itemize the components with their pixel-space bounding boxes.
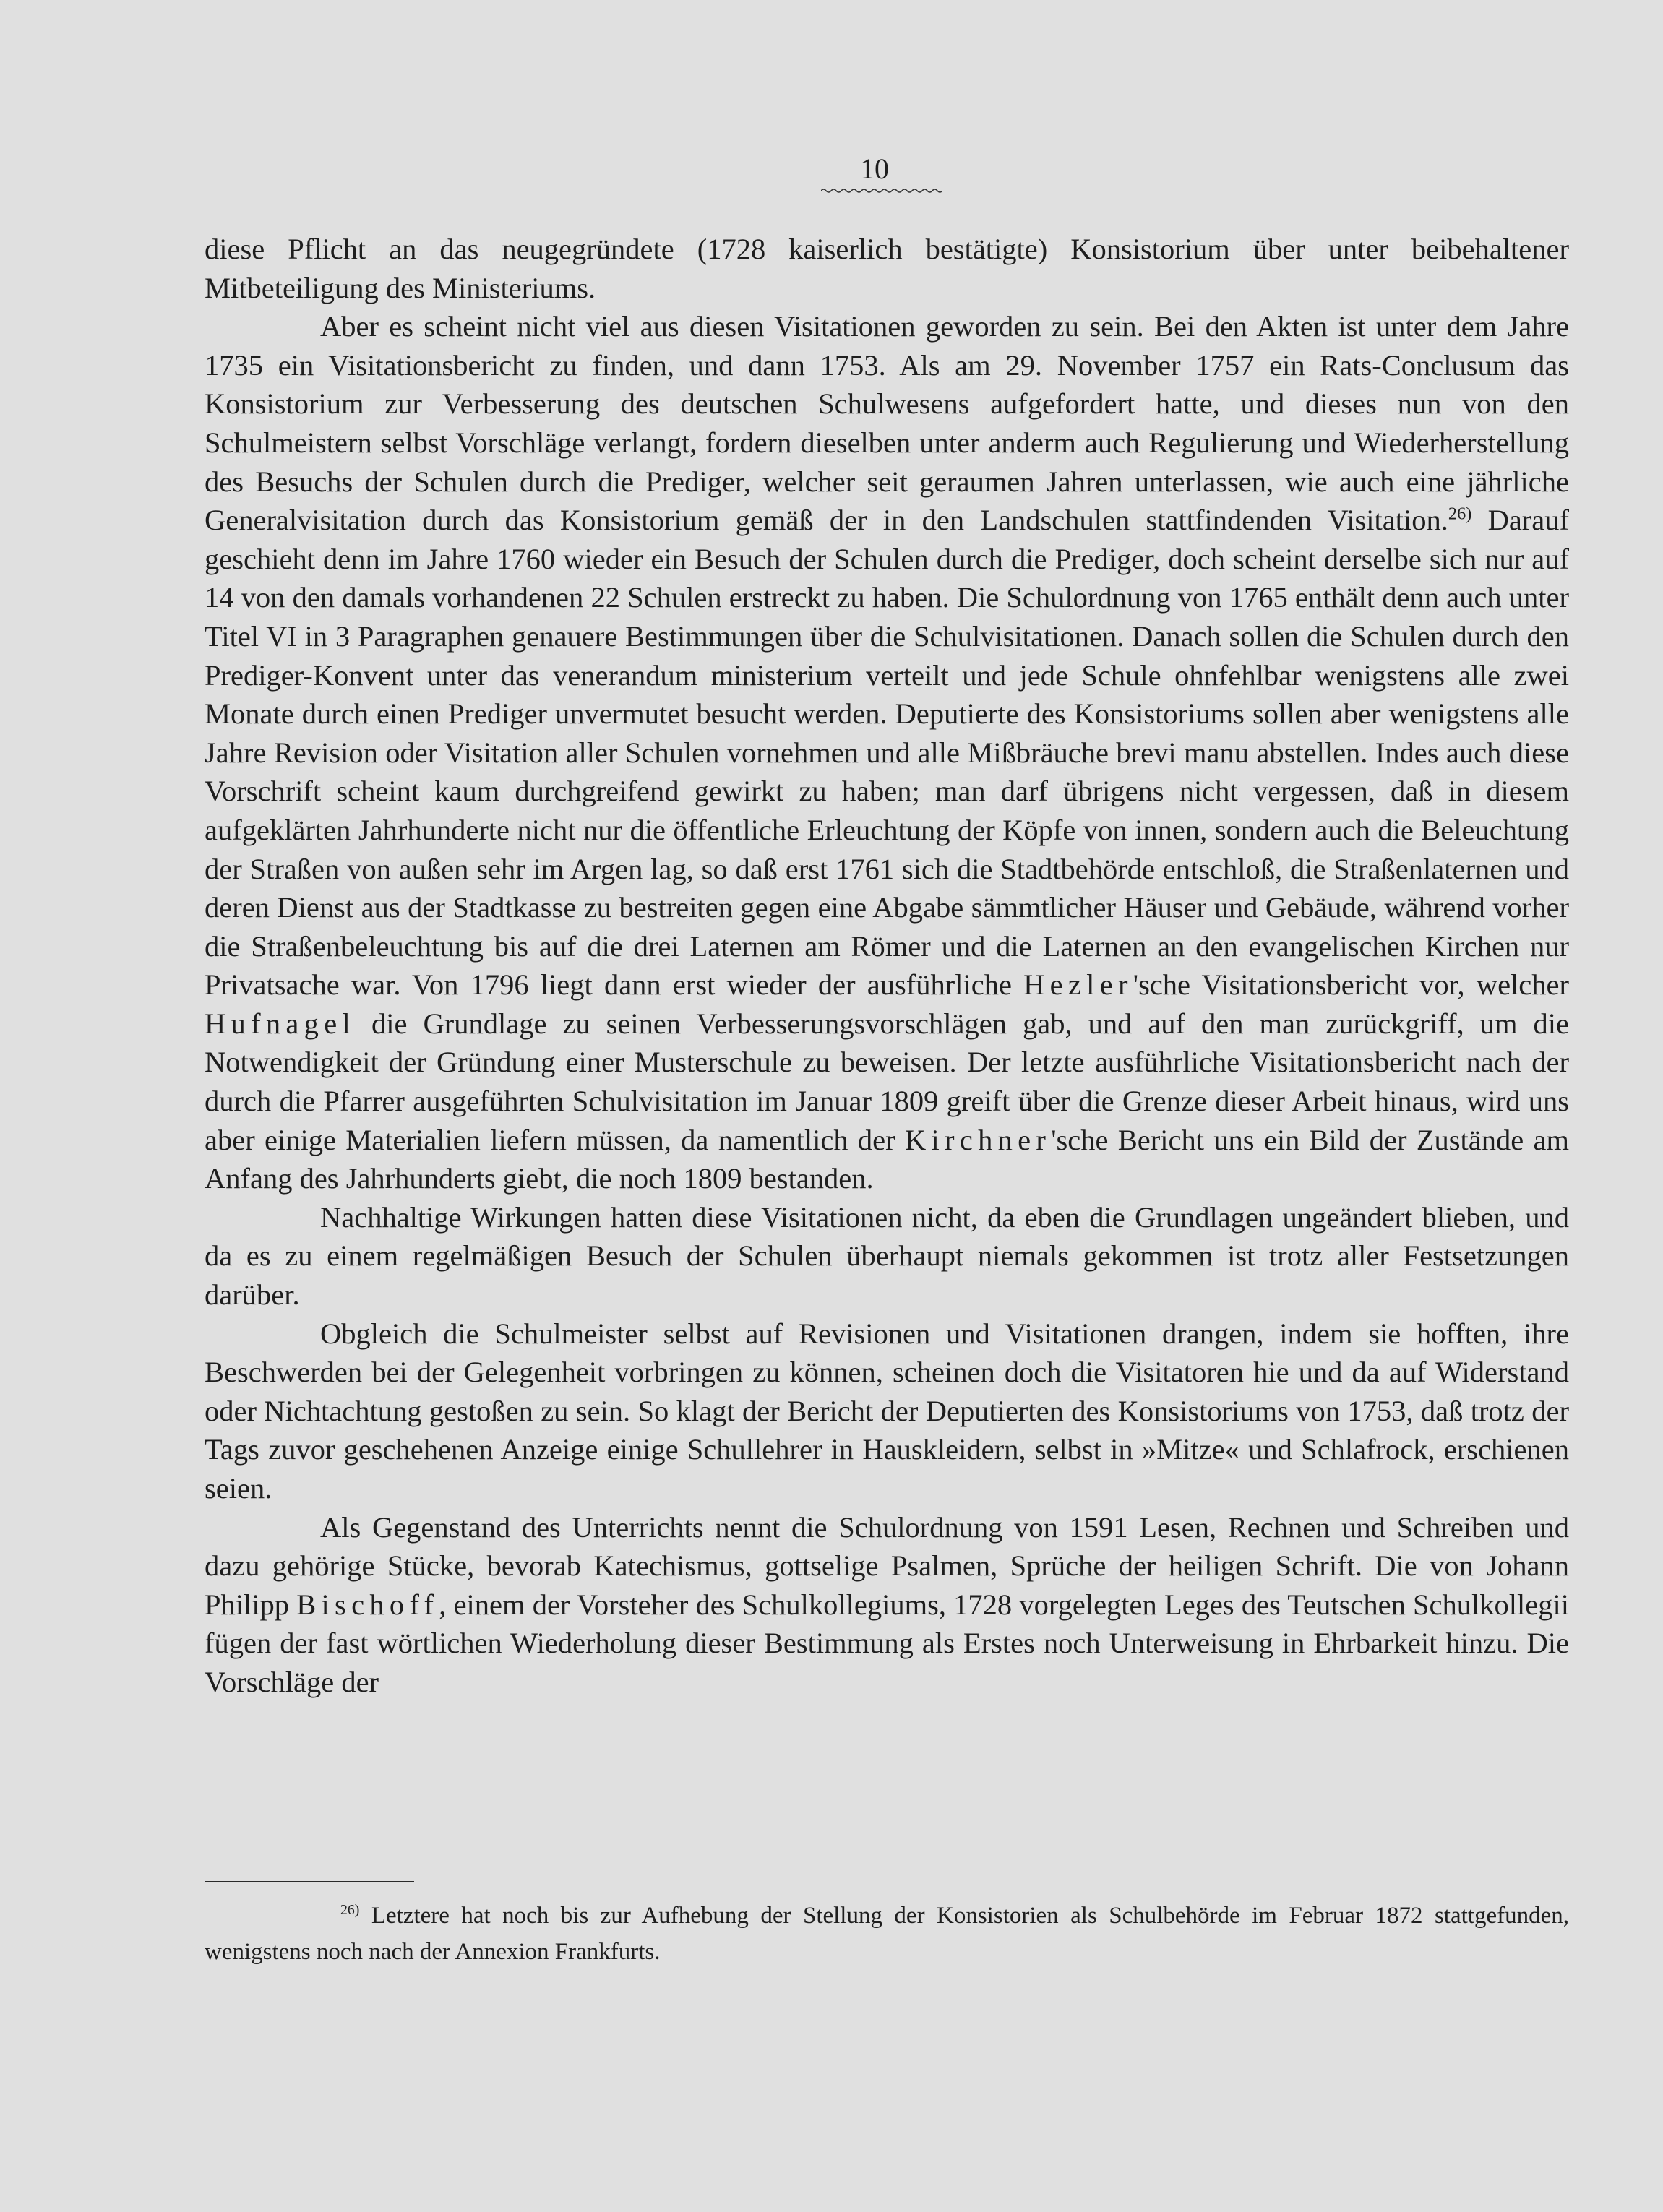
footnote-paragraph: [205, 1898, 1569, 1970]
page-number-ornament: [821, 188, 942, 194]
footnote: [205, 1898, 1569, 1970]
spaced-name: Hufnagel: [205, 1007, 356, 1040]
body-paragraph: [205, 1198, 1569, 1314]
spaced-name: Bischoff: [296, 1588, 439, 1621]
text-segment: , einem der Vorsteher des Schulkollegiums, 1728 vorgelegten Leges des Teutschen Schulkollegii fügen der fast wörtlichen Wiederholung dieser Bestimmung als Erstes noch Unterweisung in Ehrbarkeit hinzu. Die Vorschläge der: [205, 1588, 1569, 1698]
body-paragraph: [205, 1314, 1569, 1508]
footnote-text: Letztere hat noch bis zur Aufhebung der Stellung der Konsistorien als Schulbehörde im Februar 1872 stattgefunden, wenigstens noch nach der Annexion Frankfurts.: [205, 1903, 1569, 1965]
text-segment: Obgleich die Schulmeister selbst auf Revisionen und Visitationen drangen, indem sie hofften, ihre Beschwerden bei der Gelegenheit vorbringen zu können, scheinen doch die Visitatoren hie und da auf Widerstand oder Nichtachtung gestoßen zu sein. So klagt der Bericht der Deputierten des Konsistoriums von 1753, daß trotz der Tags zuvor geschehenen Anzeige einige Schullehrer in Hauskleidern, selbst in »Mitze« und Schlafrock, erschienen seien.: [205, 1317, 1569, 1505]
text-segment: Nachhaltige Wirkungen hatten diese Visitationen nicht, da eben die Grundlagen ungeändert blieben, und da es zu einem regelmäßigen Besuch der Schulen überhaupt niemals gekommen ist trotz aller Festsetzungen darüber.: [205, 1200, 1569, 1312]
text-segment: 'sche Visitationsbericht vor, welcher: [1133, 968, 1569, 1002]
text-segment: 'sche Bericht uns ein Bild der Zustände am Anfang des Jahrhunderts giebt, die noch 1809 bestanden.: [205, 1123, 1570, 1195]
footnote-marker: 26): [340, 1902, 360, 1918]
spaced-name: Hezler: [1023, 968, 1133, 1002]
text-segment: die Grundlage zu seinen Verbesserungsvorschlägen gab, und auf den man zurückgriff, um die Notwendigkeit der Gründung einer Musterschule zu beweisen. Der letzte ausführliche Visitationsbericht nach der durch die Pfarrer ausgeführten Schulvisitation im Januar 1809 greift über die Grenze dieser Arbeit hinaus, wird uns aber einige Materialien liefern müssen, da namentlich der: [205, 1007, 1569, 1156]
text-segment: Darauf geschieht denn im Jahre 1760 wieder ein Besuch der Schulen durch die Prediger, doch scheint derselbe sich nur auf 14 von den damals vorhandenen 22 Schulen erstreckt zu haben. Die Schulordnung von 1765 enthält denn auch unter Titel VI in 3 Paragraphen genauere Bestimmungen über die Schulvisitationen. Danach sollen die Schulen durch den Prediger-Konvent unter das venerandum ministerium verteilt und jede Schule ohnfehlbar wenigstens alle zwei Monate durch einen Prediger unvermutet besucht werden. Deputierte des Konsistoriums sollen aber wenigstens alle Jahre Revision oder Visitation aller Schulen vornehmen und alle Mißbräuche brevi manu abstellen. Indes auch diese Vorschrift scheint kaum durchgreifend gewirkt zu haben; man darf übrigens nicht vergessen, daß in diesem aufgeklärten Jahrhunderte nicht nur die öffentliche Erleuchtung der Köpfe von innen, sondern auch die Beleuchtung der Straßen von außen sehr im Argen lag, so daß erst 1761 sich die Stadtbehörde entschloß, die Straßenlaternen und deren Dienst aus der Stadtkasse zu bestreiten gegen eine Abgabe sämmtlicher Häuser und Gebäude, während vorher die Straßenbeleuchtung bis auf die drei Laternen am Römer und die Laternen an den evangelischen Kirchen nur Privatsache war. Von 1796 liegt dann erst wieder der ausführliche: [205, 504, 1569, 1002]
body-paragraph: [205, 307, 1569, 1198]
text-segment: diese Pflicht an das neugegründete (1728 kaiserlich bestätigte) Konsistorium über unter beibehaltener Mitbeteiligung des Ministeriums.: [205, 233, 1569, 304]
page-number: 10: [860, 152, 889, 185]
body-text: [205, 230, 1569, 1702]
footnote-divider: [205, 1881, 414, 1882]
body-paragraph: [205, 1508, 1569, 1702]
body-paragraph: [205, 230, 1569, 307]
footnote-reference: 26): [1448, 504, 1472, 524]
text-segment: Aber es scheint nicht viel aus diesen Visitationen geworden zu sein. Bei den Akten ist unter dem Jahre 1735 ein Visitationsbericht zu finden, und dann 1753. Als am 29. November 1757 ein Rats-Conclusum das Konsistorium zur Verbesserung des deutschen Schulwesens aufgefordert hatte, und dieses nun von den Schulmeistern selbst Vorschläge verlangt, fordern dieselben unter anderm auch Regulierung und Wiederherstellung des Besuchs der Schulen durch die Prediger, welcher seit geraumen Jahren unterlassen, wie auch eine jährliche Generalvisitation durch das Konsistorium gemäß der in den Landschulen stattfindenden Visitation.: [205, 310, 1569, 537]
spaced-name: Kirchner: [904, 1123, 1052, 1156]
text-segment: Als Gegenstand des Unterrichts nennt die Schulordnung von 1591 Lesen, Rechnen und Schreiben und dazu gehörige Stücke, bevorab Katechismus, gottselige Psalmen, Sprüche der heiligen Schrift. Die von Johann Philipp: [205, 1510, 1569, 1621]
